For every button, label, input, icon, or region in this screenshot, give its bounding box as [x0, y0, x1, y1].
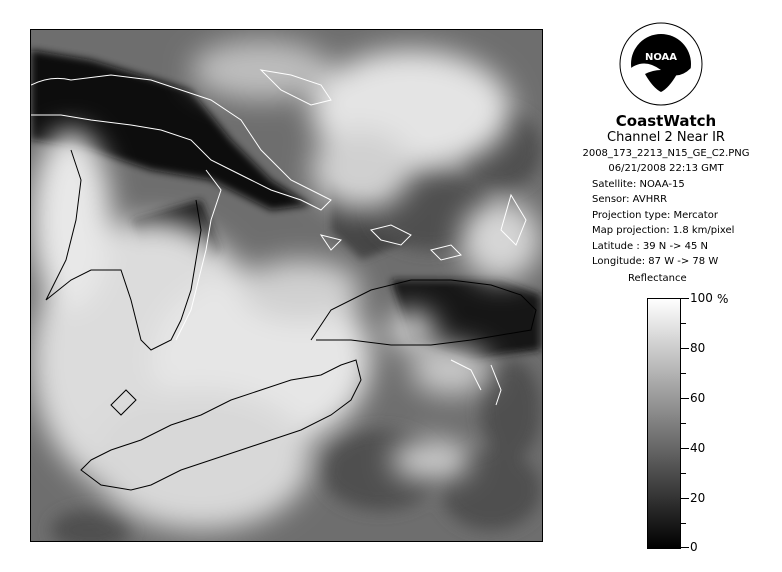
- colorbar-label-20: 20: [690, 491, 706, 505]
- noaa-logo: [619, 22, 703, 106]
- colorbar-tick: [681, 298, 689, 299]
- noaa-logo-text: NOAA: [644, 52, 678, 63]
- product-info: [566, 112, 766, 270]
- colorbar-tick: [681, 498, 689, 499]
- satellite-image-svg: [31, 30, 543, 542]
- map-projection-label: Map projection: 1.8 km/pixel: [592, 225, 735, 236]
- colorbar-tick: [681, 323, 686, 324]
- colorbar-label-60: 60: [690, 391, 706, 405]
- colorbar-tick: [681, 348, 689, 349]
- colorbar-tick: [681, 423, 686, 424]
- colorbar-tick: [681, 473, 686, 474]
- colorbar-tick: [681, 398, 689, 399]
- satellite-image: [30, 29, 543, 542]
- colorbar-tick: [681, 373, 686, 374]
- projection-type-label: Projection type: Mercator: [592, 209, 718, 221]
- colorbar-label-100: 100: [690, 291, 713, 305]
- filename-label: 2008_173_2213_N15_GE_C2.PNG: [582, 148, 750, 159]
- reflectance-colorbar: [647, 298, 681, 549]
- colorbar-label-40: 40: [690, 441, 706, 455]
- longitude-label: Longitude: 87 W -> 78 W: [592, 256, 719, 267]
- colorbar-label-0: 0: [690, 540, 698, 554]
- colorbar-title: Reflectance: [628, 273, 687, 284]
- satellite-label: Satellite: NOAA-15: [592, 178, 685, 190]
- sensor-label: Sensor: AVHRR: [592, 194, 668, 205]
- latitude-label: Latitude : 39 N -> 45 N: [592, 240, 708, 252]
- colorbar-label-80: 80: [690, 341, 706, 355]
- channel-label: Channel 2 Near IR: [607, 130, 725, 145]
- colorbar-tick: [681, 547, 689, 548]
- noaa-logo-svg: [619, 22, 703, 106]
- product-title: CoastWatch: [615, 112, 717, 130]
- colorbar-unit: %: [717, 292, 729, 306]
- datetime-label: 06/21/2008 22:13 GMT: [608, 163, 724, 174]
- colorbar-tick: [681, 448, 689, 449]
- colorbar-tick: [681, 523, 686, 524]
